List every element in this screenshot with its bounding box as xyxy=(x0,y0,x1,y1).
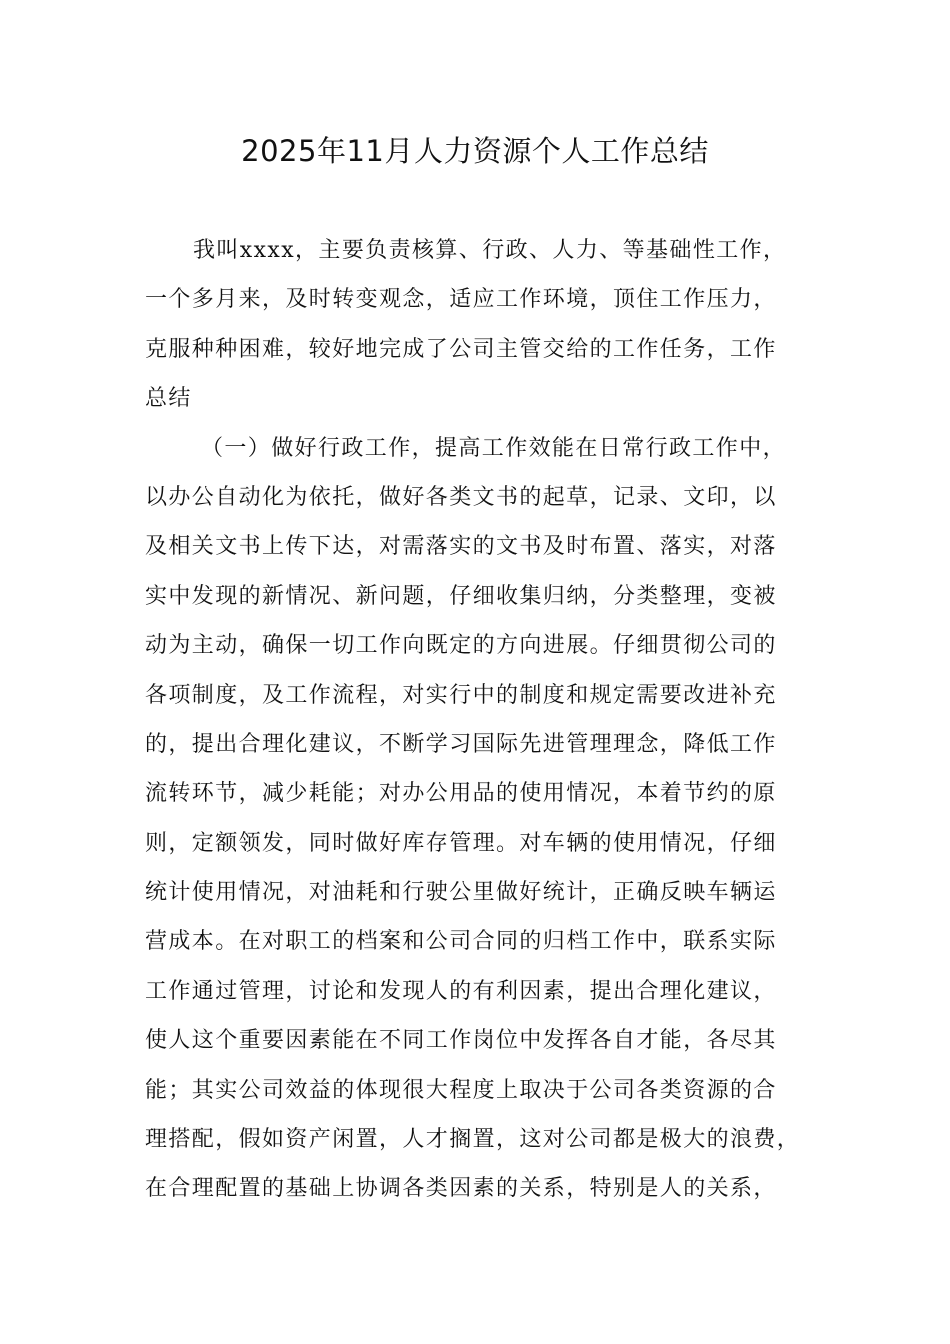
paragraph-1-line: 我叫xxxx，主要负责核算、行政、人力、等基础性工作， xyxy=(193,238,787,263)
paragraph-2-line: 动为主动，确保一切工作向既定的方向进展。仔细贯彻公司的 xyxy=(145,633,777,659)
paragraph-2-line: 统计使用情况，对油耗和行驶公里做好统计，正确反映车辆运 xyxy=(145,880,777,906)
paragraph-2-line: 工作通过管理，讨论和发现人的有利因素，提出合理化建议， xyxy=(145,978,777,1004)
paragraph-2-line: 使人这个重要因素能在不同工作岗位中发挥各自才能，各尽其 xyxy=(145,1028,777,1054)
paragraph-2-line: 实中发现的新情况、新问题，仔细收集归纳，分类整理，变被 xyxy=(145,583,777,609)
document-title: 2025年11月人力资源个人工作总结 xyxy=(241,134,709,168)
paragraph-2-line: 能；其实公司效益的体现很大程度上取决于公司各类资源的合 xyxy=(145,1077,777,1103)
paragraph-1-line: 一个多月来，及时转变观念，适应工作环境，顶住工作压力， xyxy=(145,287,777,313)
document-body xyxy=(145,226,835,1214)
paragraph-2-line: 理搭配，假如资产闲置，人才搁置，这对公司都是极大的浪费， xyxy=(145,1127,801,1153)
paragraph-2-line: 的，提出合理化建议，不断学习国际先进管理理念，降低工作 xyxy=(145,731,777,757)
paragraph-2-line: 流转环节，减少耗能；对办公用品的使用情况，本着节约的原 xyxy=(145,781,777,807)
paragraph-2-line: 各项制度，及工作流程，对实行中的制度和规定需要改进补充 xyxy=(145,682,777,708)
paragraph-2-line: 以办公自动化为依托，做好各类文书的起草，记录、文印，以 xyxy=(145,484,777,510)
paragraph-1-line: 总结 xyxy=(145,386,192,412)
paragraph-2-line: 在合理配置的基础上协调各类因素的关系，特别是人的关系， xyxy=(145,1176,777,1202)
paragraph-1-line: 克服种种困难，较好地完成了公司主管交给的工作任务，工作 xyxy=(145,336,777,362)
paragraph-2-line: 及相关文书上传下达，对需落实的文书及时布置、落实，对落 xyxy=(145,534,777,560)
paragraph-2-line: 则，定额领发，同时做好库存管理。对车辆的使用情况，仔细 xyxy=(145,830,777,856)
paragraph-2-line: （一）做好行政工作，提高工作效能在日常行政工作中， xyxy=(201,435,787,461)
paragraph-2-line: 营成本。在对职工的档案和公司合同的归档工作中，联系实际 xyxy=(145,929,777,955)
